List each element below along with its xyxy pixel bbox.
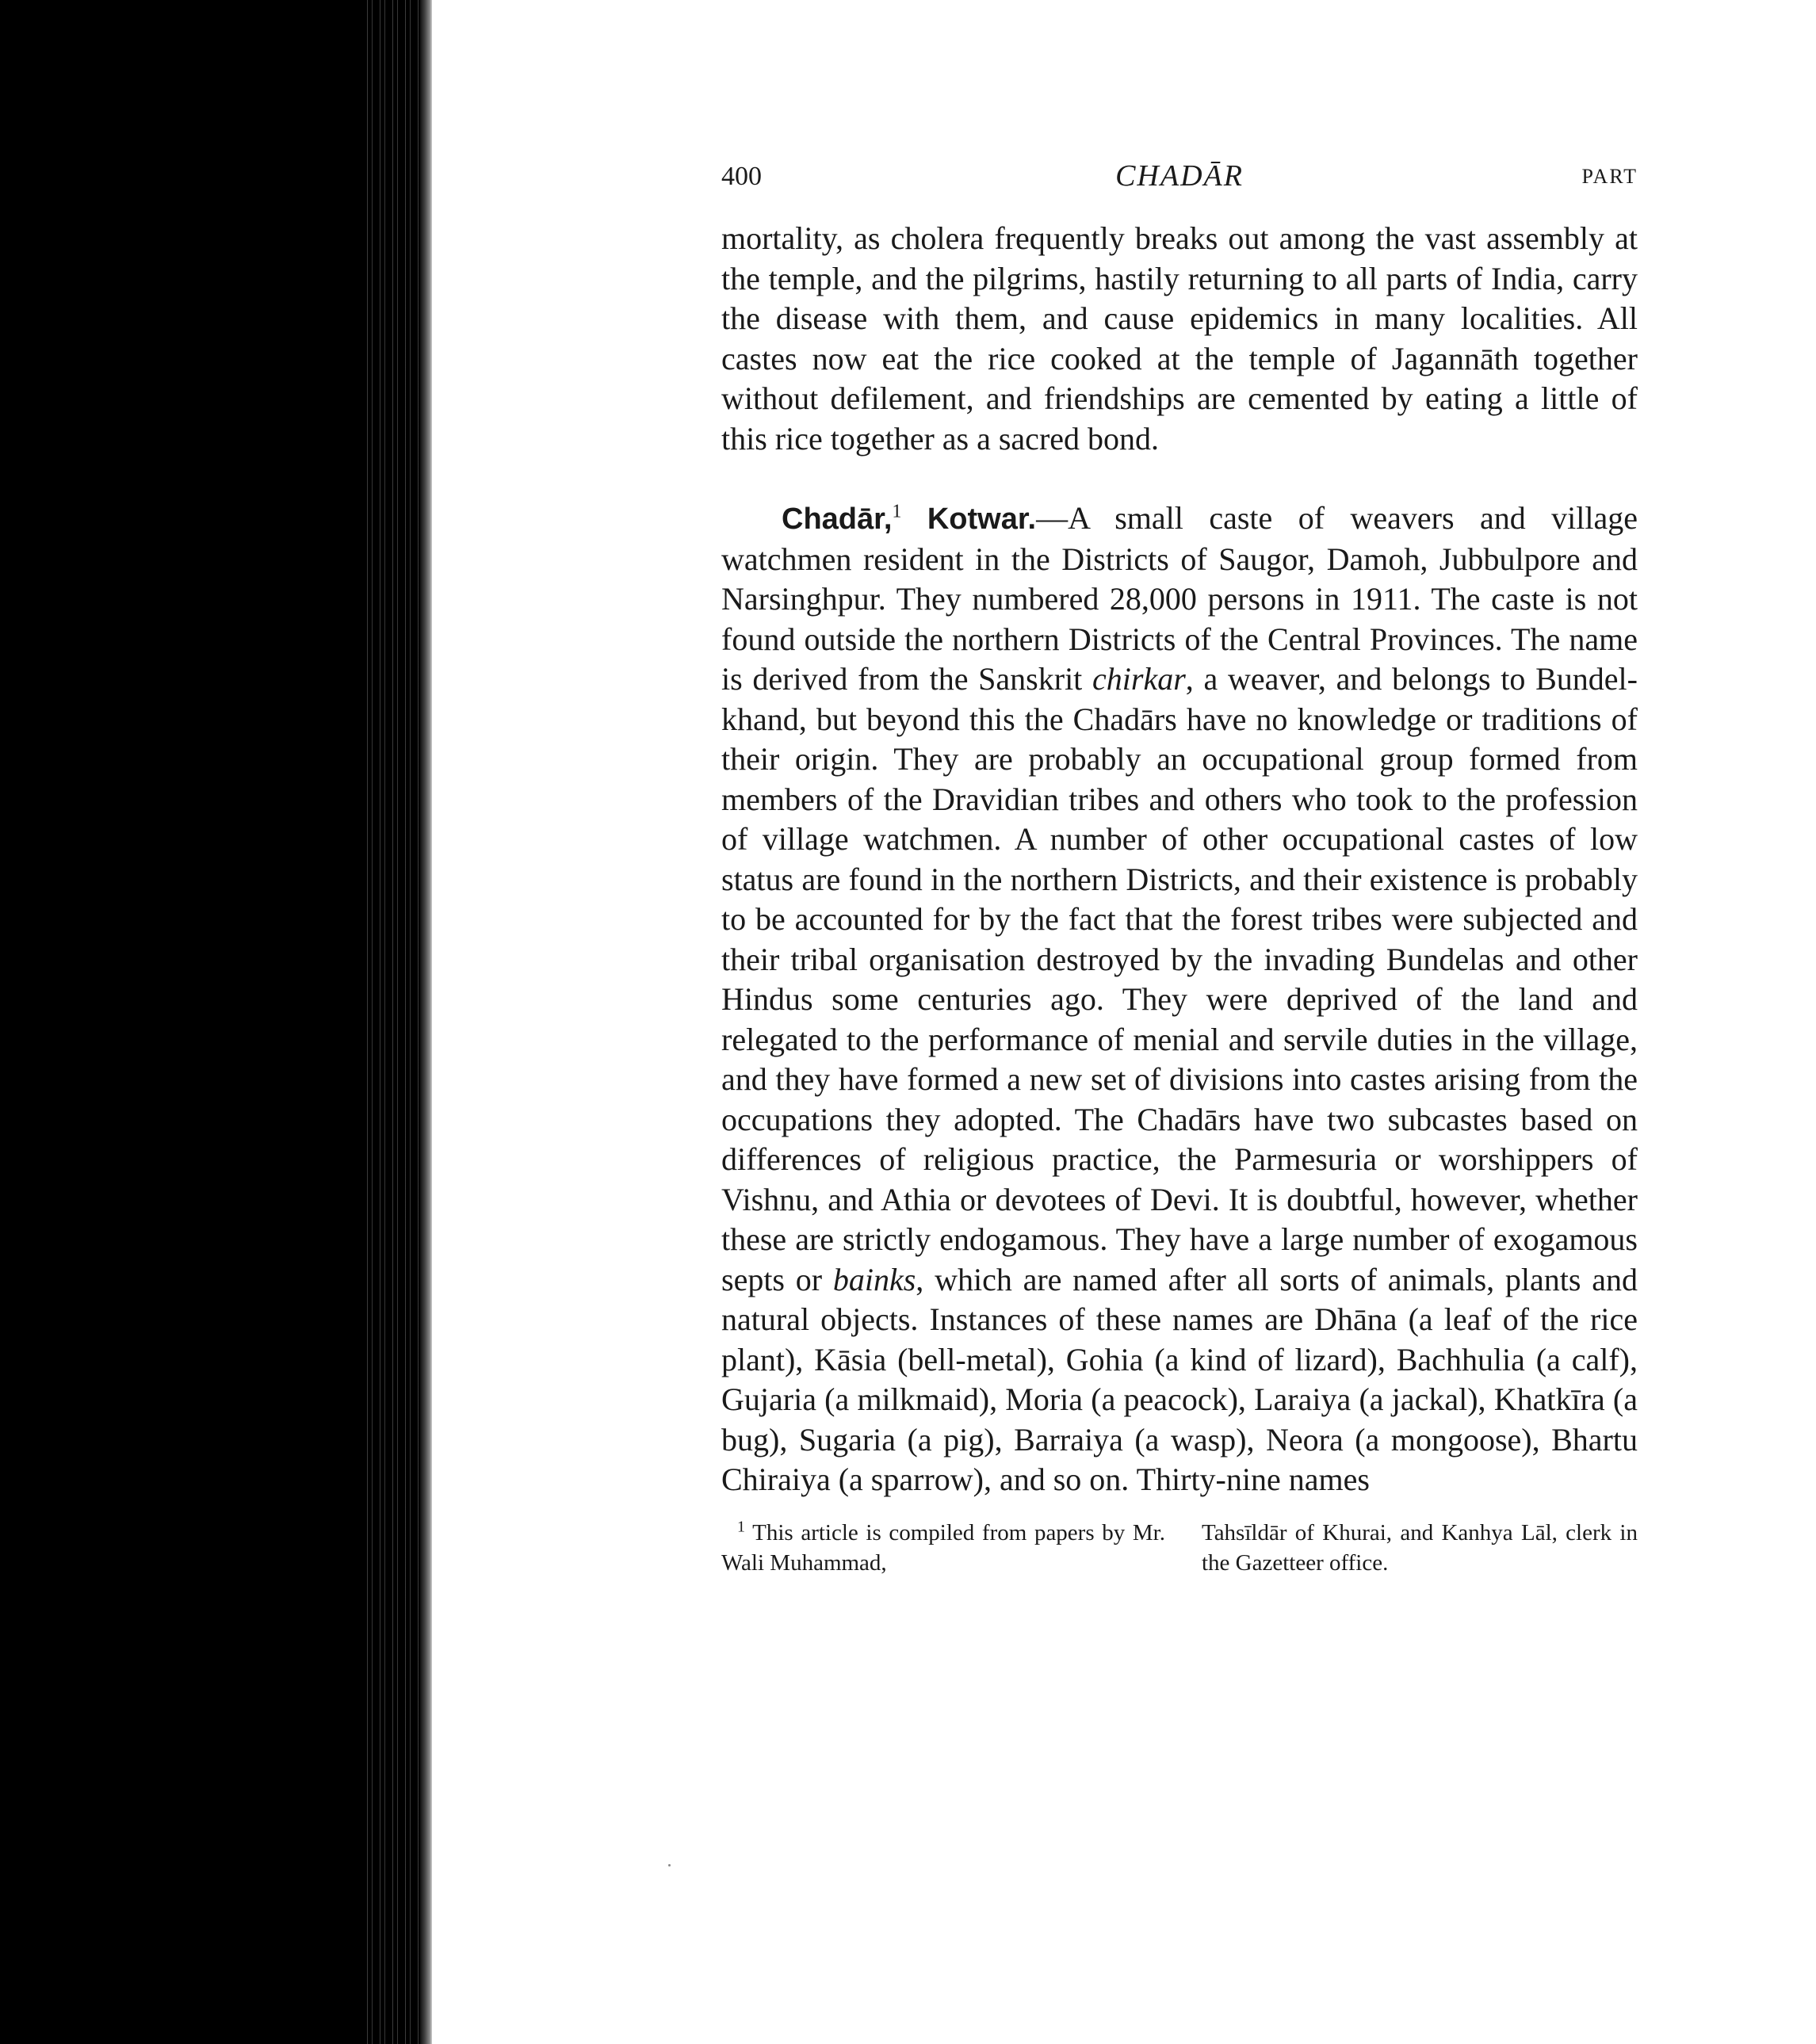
part-label: PART [1581,165,1638,188]
book-page [721,159,1638,1578]
entry-heading: Chadār, [782,502,893,536]
footnote-right-column [1202,1518,1638,1578]
page-number: 400 [721,162,762,191]
footnote-reference: 1 [892,501,902,522]
scan-speck [668,1864,671,1866]
paragraph-1-text: mortality, as cholera frequently breaks out among the vast assembly at the temple, and the pilgrims, hastily returning to all parts of India, carry the disease with them, and cause epidemics in many localities. All castes now eat the rice cooked at the temple of Jagannāth together without defilement, and friendships are cemented by eating a little of this rice together as a sacred bond. [721,220,1638,457]
footnote-marker: 1 [737,1517,745,1535]
page-edge-gradient [420,0,432,2044]
paragraph-2-text-c: , which are named after all sorts of animals, plants and natural objects. Instances of these names are Dhāna (a leaf of the rice plant), Kāsia (bell-metal), Gohia (a kind of lizard), Bachhulia (a calf), Gujaria (a milkmaid), Moria (a peacock), Laraiya (a jackal), Khatkīra (a bug), Sugaria (a pig), Barraiya (a wasp), Neora (a mongoose), Bhartu Chiraiya (a sparrow), and so on. Thirty-nine names [721,1261,1638,1497]
paragraph-chadar-entry [721,499,1638,1500]
italic-term-chirkar: chirkar [1092,661,1186,697]
italic-term-bainks: bainks [832,1261,916,1297]
paragraph-continuation [721,219,1638,459]
footnote-left-text: This article is compiled from papers by Mr. Wali Muhammad, [721,1519,1165,1576]
paragraph-2-text-b: , a weaver, and belongs to Bundelkhand, but beyond this the Chadārs have no knowledge or traditions of their origin. They are probably an occupational group formed from members of the Dravidian tribes and others who took to the profession of village watchmen. A number of other occupational castes of low status are found in the northern Districts, and their existence is probably to be accounted for by the fact that the forest tribes were subjected and their tribal organisation destroyed by the invading Bundelas and other Hindus some centuries ago. They were deprived of the land and relegated to the performance of menial and servile duties in the village, and they have formed a new set of divisions into castes arising from the occupations they adopted. The Chadārs have two subcastes based on differences of religious practice, the Parmesuria or worshippers of Vishnu, and Athia or devotees of Devi. It is doubtful, however, whether these are strictly endogamous. They have a large number of exogamous septs or [721,661,1638,1297]
running-head [721,159,1638,198]
paragraph-2-text-a: —A small caste of weavers and village watchmen resident in the Districts of Saugor, Damoh, Jubbulpore and Narsinghpur. They numbered 28,000 persons in 1911. The caste is not found outside the northern Districts of the Central Provinces. The name is derived from the Sanskrit [721,500,1638,697]
footnote [721,1518,1638,1578]
footnote-left-column [721,1518,1165,1578]
entry-heading-alt-name: Kotwar. [927,502,1037,536]
running-title: CHADĀR [1115,159,1244,193]
footnote-right-text: Tahsīldār of Khurai, and Kanhya Lāl, clerk in the Gazetteer office. [1202,1519,1638,1576]
